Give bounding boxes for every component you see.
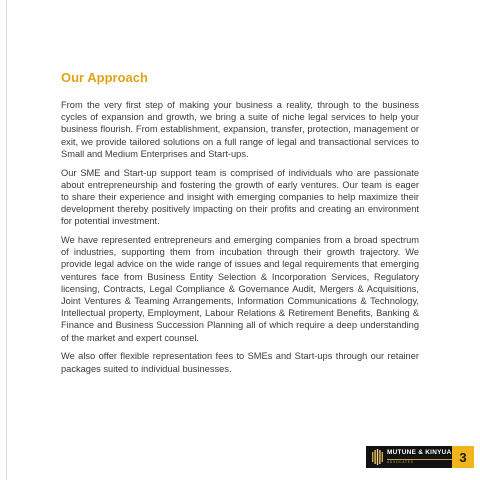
firm-subtitle: ADVOCATES — [387, 459, 452, 464]
firm-logo-icon — [370, 449, 384, 465]
firm-name: MUTUNE & KINYUA — [387, 449, 452, 457]
page-number: 3 — [459, 449, 467, 465]
page-edge-rule — [6, 0, 7, 480]
paragraph-team: Our SME and Start-up support team is comprised of individuals who are passionate about entrepreneurship and fostering the growth of early ventures. Our team is eager to share their experience and insight with emerging companies to help maximize their development thereby positively impacting on their profits and creating an environment for potential investment. — [61, 167, 419, 227]
footer-logo-band — [366, 446, 452, 468]
paragraph-services: We have represented entrepreneurs and emerging companies from a broad spectrum of industries, supporting them from incubation through their growth trajectory. We provide legal advice on the wide range of issues and legal requirements that emerging ventures face from Business Entity Selection & Incorporation Services, Regulatory licensing, Contracts, Legal Compliance & Governance Audit, Mergers & Acquisitions, Joint Ventures & Teaming Arrangements, Information Communications & Technology, Intellectual property, Employment, Labour Relations & Retirement Benefits, Banking & Finance and Business Succession Planning all of which require a deep understanding of the market and expert counsel. — [61, 235, 419, 343]
section-heading: Our Approach — [61, 70, 148, 85]
firm-logo-text — [387, 450, 452, 464]
paragraph-fees: We also offer flexible representation fees to SMEs and Start-ups through our retainer packages suited to individual businesses. — [61, 351, 419, 374]
paragraph-intro: From the very first step of making your business a reality, through to the business cycles of expansion and growth, we bring a suite of niche legal services to help your business flourish. From establishment, expansion, transfer, protection, management or exit, we provide tailored solutions on a full range of legal and transactional services to Small and Medium Enterprises and Start-ups. — [61, 100, 419, 159]
page-number-badge — [452, 446, 474, 468]
approach-section — [61, 70, 419, 381]
